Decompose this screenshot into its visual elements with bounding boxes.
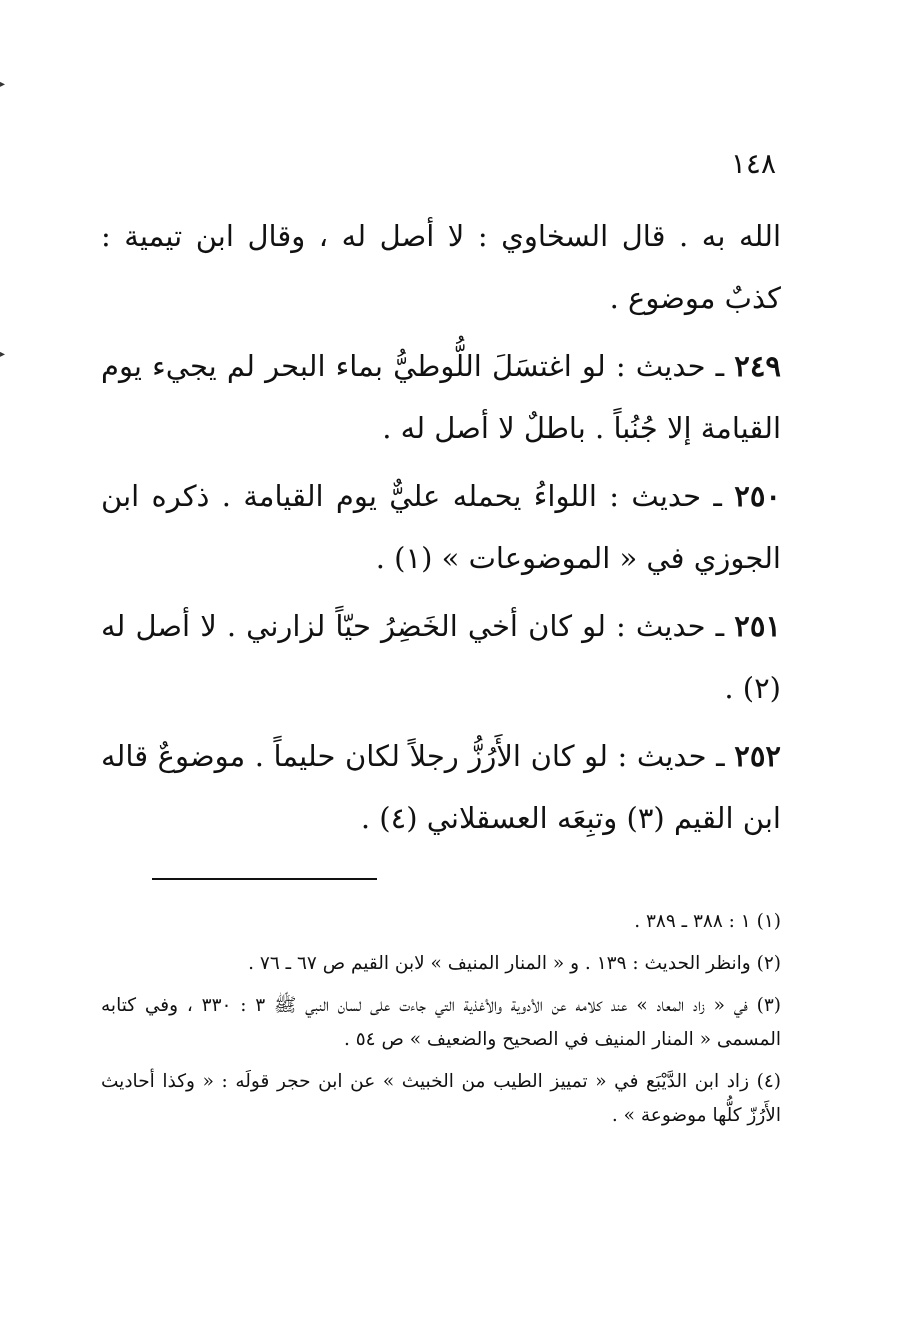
hadith-entry: [101, 335, 781, 459]
paragraph-continuation: [101, 205, 781, 329]
hadith-number: ٢٥١: [734, 609, 782, 643]
footnote: (١) ١ : ٣٨٨ ـ ٣٨٩ .: [634, 911, 781, 932]
footnote: (٢) وانظر الحديث : ١٣٩ . و « المنار المنيف » لابن القيم ص ٦٧ ـ ٧٦ .: [248, 953, 781, 974]
page-number: ١٤٨: [730, 147, 776, 180]
footnote: (٣) في « زاد المعاد » عند كلامه عن الأدوية والأغذية التي جاءت على لسان النبي ﷺ ٣ : ٣٣٠ ، وفي كتابه المسمى « المنار المنيف في الصحيح والضعيف » ص ٥٤ .: [101, 995, 782, 1050]
hadith-entry: [101, 725, 781, 849]
hadith-entry: [101, 595, 781, 719]
hadith-entry: [101, 465, 781, 589]
hadith-number: ٢٥٢: [734, 739, 781, 773]
hadith-label: ـ حديث :: [615, 349, 725, 383]
main-text: [101, 205, 781, 855]
hadith-label: ـ حديث :: [617, 739, 725, 773]
margin-scan-mark: ▸: [0, 349, 6, 360]
hadith-text: اللواءُ يحمله عليٌّ يوم القيامة . ذكره ابن الجوزي في « الموضوعات » (١) .: [101, 479, 781, 575]
hadith-label: ـ حديث :: [609, 479, 722, 513]
hadith-text: لو اغتسَلَ اللُّوطيُّ بماء البحر لم يجيء يوم القيامة إلا جُنُباً . باطلٌ لا أصل له .: [101, 349, 781, 445]
footnote: (٤) زاد ابن الدَّيْبَع في « تمييز الطيب من الخبيث » عن ابن حجر قولَه : « وكذا أحاديث الأَرُزّ كلُّها موضوعة » .: [101, 1071, 781, 1126]
margin-scan-mark: ▸: [0, 79, 6, 90]
footnote-divider: [152, 878, 377, 880]
hadith-text: لو كان الأَرُزُّ رجلاً لكان حليماً . موضوعٌ قاله ابن القيم (٣) وتبِعَه العسقلاني (٤) .: [101, 739, 781, 835]
hadith-label: ـ حديث :: [616, 609, 725, 643]
footnotes: [101, 905, 781, 1141]
paragraph-text: الله به . قال السخاوي : لا أصل له ، وقال ابن تيمية : كذبٌ موضوع .: [101, 219, 781, 315]
hadith-text: لو كان أخي الخَضِرُ حيّاً لزارني . لا أصل له (٢) .: [101, 609, 781, 705]
hadith-number: ٢٥٠: [734, 479, 781, 513]
hadith-number: ٢٤٩: [734, 349, 782, 383]
